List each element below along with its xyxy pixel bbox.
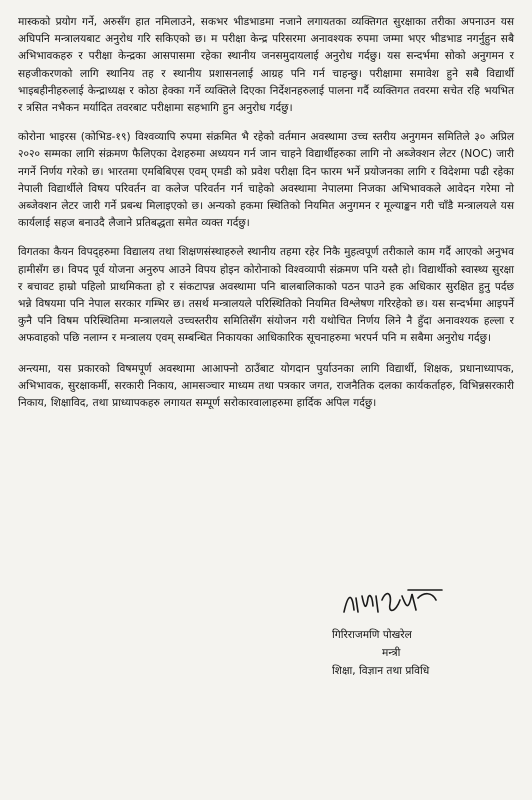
signature-block [332, 612, 492, 680]
paragraph-exam-guidance: मास्कको प्रयोग गर्ने, अरुसँग हात नमिलाउने, सकभर भीडभाडमा नजाने लगायतका व्यक्तिगत सुरक्षाका तरीका अपनाउन यस अघिपनि मन्त्रालयबाट अनुरोध गरि सकिएको छ। म परीक्षा केन्द्र परिसरमा अनावश्यक रुपमा जम्मा भएर भीडभाड नगर्नुहुन सबै अभिभावकहरु र परीक्षा केन्द्रका आसपासमा रहेका स्थानीय जनसमुदायलाई अनुरोध गर्दछु। यस सन्दर्भमा सोको अनुगमन र सहजीकरणको लागि स्थानिय तह र स्थानीय प्रशासनलाई आग्रह पनि गर्न चाहन्छु। परीक्षामा समावेश हुने सबै विद्यार्थी भाइबहीनीहरुलाई केन्द्राध्यक्ष र कोठा हेक्का गर्ने व्यक्तिले दिएका निर्देशनहरुलाई पालना गर्दै व्यक्तिगत तवरमा सचेत रहि भयभित र त्रसित नभैकन मर्यादित तवरबाट परीक्षामा सहभागि हुन अनुरोध गर्दछु। [18, 16, 514, 115]
signatory-name: गिरिराजमणि पोखरेल [332, 629, 412, 641]
paragraph-noc-decision: कोरोना भाइरस (कोभिड-१९) विश्वव्यापि रुपमा संक्रमित भै रहेको वर्तमान अवस्थामा उच्च स्तरीय अनुगमन समितिले ३० अप्रिल २०२० सम्मका लागि संक्रमण फैलिएका देशहरुमा अध्ययन गर्न जान चाहने विद्यार्थीहरुका लागि नो अब्जेक्शन लेटर (NOC) जारी नगर्ने निर्णय गरेको छ। भारतमा एमबिबिएस एवम् एमडी को प्रवेश परीक्षा दिन फारम भर्ने प्रयोजनका लागि र विदेशमा पढी रहेका नेपाली विद्यार्थीले विषय परिवर्तन वा कलेज परिवर्तन गर्न चाहेको अवस्थामा नेपालमा निजका अभिभावकले आवेदन गरेमा नो अब्जेक्शन लेटर जारी गर्ने प्रबन्ध मिलाइएको छ। अन्यको हकमा स्थितिको नियमित अनुगमन र मूल्याङ्कन गरी चाँडै मन्त्रालयले यस कार्यलाई सहज बनाउदै लैजाने प्रतिबद्धता समेत व्यक्त गर्दछु। [18, 131, 514, 230]
signatory-ministry: शिक्षा, विज्ञान तथा प्रविधि [332, 665, 430, 677]
paragraph-disaster-role: विगतका कैयन विपद्हरुमा विद्यालय तथा शिक्षणसंस्थाहरुले स्थानीय तहमा रहेर निकै मुहत्वपूर्ण तरीकाले काम गर्दै आएको अनुभव हामीसँग छ। विपद पूर्व योजना अनुरुप आउने विपय होइन कोरोनाको विश्वव्यापी संक्रमण पनि यस्तै हो। विद्यार्थीको स्वास्थ्य सुरक्षा र बचावट हाम्रो पहिलो प्राथमिकता हो र संकटापन्न अवस्थामा पनि बालबालिकाको पठन पाउने हक अधिकार सुरक्षित हुनु पर्दछ भन्ने विषयमा पनि नेपाल सरकार गम्भिर छ। तसर्थ मन्त्रालयले परिस्थितिको नियमित विश्लेषण गरिरहेको छ। यस सन्दर्भमा आइपर्ने कुनै पनि विषम परिस्थितिमा मन्त्रालयले उच्चस्तरीय समितिसँग संयोजन गरी यथोचित निर्णय लिने नै हुँदा अनावश्यक हल्ला र अफवाहको पछि नलाग्न र मन्त्रालय एवम् सम्बन्धित निकायका आधिकारिक सूचनाहरुमा भरपर्न पनि म सबैमा अनुरोध गर्दछु। [18, 246, 514, 345]
paragraph-closing-appeal: अन्त्यमा, यस प्रकारको विषमपूर्ण अवस्थामा आआफ्नो ठाउँबाट योगदान पुर्याउनका लागि विद्यार्थी, शिक्षक, प्रधानाध्यापक, अभिभावक, सुरक्षाकर्मी, सरकारी निकाय, आमसञ्चार माध्यम तथा पत्रकार जगत, राजनैतिक दलका कार्यकर्ताहरु, विभिन्नसरकारी निकाय, शिक्षाविद, तथा प्राध्यापकहरु लगायत सम्पूर्ण सरोकारवालाहरुमा हार्दिक अपिल गर्दछु। [18, 362, 514, 410]
handwritten-signature [338, 586, 448, 620]
signatory-title: मन्त्री [382, 647, 401, 659]
